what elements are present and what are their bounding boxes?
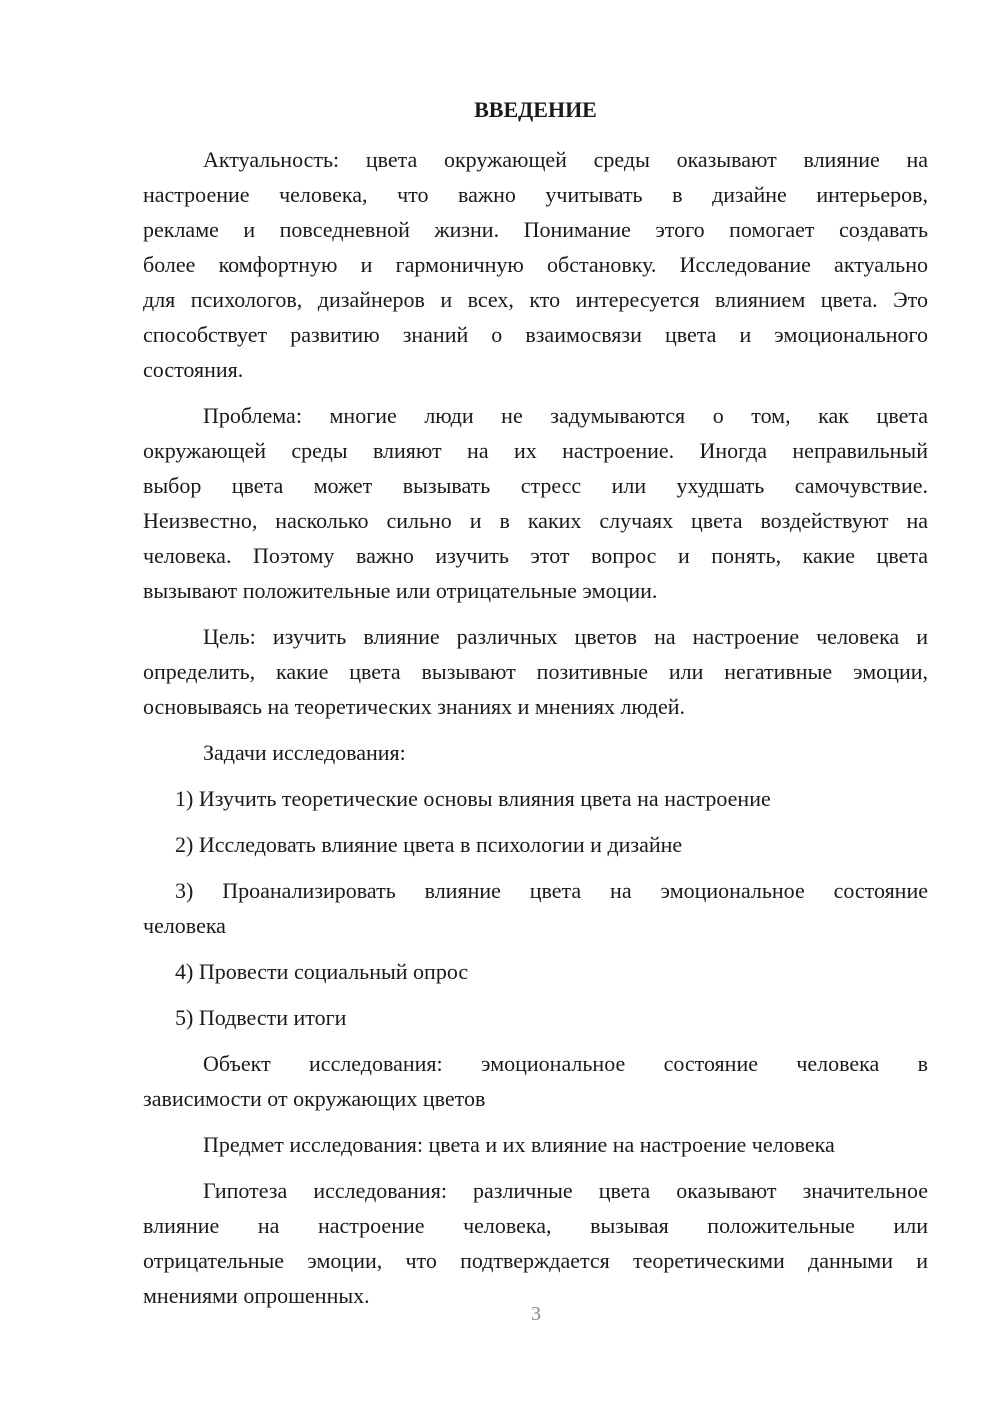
text-line: влияние на настроение человека, вызывая положительные или — [143, 1213, 928, 1238]
text-line: отрицательные эмоции, что подтверждается теоретическими данными и — [143, 1248, 928, 1273]
text-line: 1) Изучить теоретические основы влияния цвета на настроение — [175, 786, 771, 811]
page-number: 3 — [531, 1303, 541, 1325]
task-list-item — [143, 827, 928, 862]
text-line: зависимости от окружающих цветов — [143, 1086, 486, 1111]
text-line: Цель: изучить влияние различных цветов на настроение человека и — [203, 624, 928, 649]
text-line: состояния. — [143, 357, 244, 382]
text-line: основываясь на теоретических знаниях и мнениях людей. — [143, 694, 686, 719]
text-line: Неизвестно, насколько сильно и в каких случаях цвета воздействуют на — [143, 508, 928, 533]
text-line: Задачи исследования: — [203, 740, 406, 765]
document-page — [143, 92, 928, 1324]
text-line: Актуальность: цвета окружающей среды оказывают влияние на — [203, 147, 928, 172]
paragraph — [143, 398, 928, 608]
paragraph — [143, 142, 928, 387]
text-line: 4) Провести социальный опрос — [175, 959, 469, 984]
text-line: Предмет исследования: цвета и их влияние на настроение человека — [203, 1132, 835, 1157]
paragraph — [143, 1173, 928, 1313]
section-heading: ВВЕДЕНИЕ — [474, 97, 597, 122]
text-line: определить, какие цвета вызывают позитивные или негативные эмоции, — [143, 659, 928, 684]
task-list-item — [143, 1000, 928, 1035]
text-line: Гипотеза исследования: различные цвета оказывают значительное — [203, 1178, 928, 1203]
text-line: мнениями опрошенных. — [143, 1283, 370, 1308]
paragraph — [143, 1046, 928, 1116]
text-line: 5) Подвести итоги — [175, 1005, 347, 1030]
text-line: способствует развитию знаний о взаимосвязи цвета и эмоционального — [143, 322, 928, 347]
paragraph — [143, 619, 928, 724]
document-body — [143, 142, 928, 1313]
paragraph — [143, 1127, 928, 1162]
text-line: человека. Поэтому важно изучить этот вопрос и понять, какие цвета — [143, 543, 928, 568]
text-line: вызывают положительные или отрицательные эмоции. — [143, 578, 658, 603]
text-line: более комфортную и гармоничную обстановку. Исследование актуально — [143, 252, 928, 277]
text-line: окружающей среды влияют на их настроение. Иногда неправильный — [143, 438, 928, 463]
text-line: Проблема: многие люди не задумываются о том, как цвета — [203, 403, 928, 428]
paragraph — [143, 735, 928, 770]
task-list-item — [143, 873, 928, 943]
text-line: выбор цвета может вызывать стресс или ухудшать самочувствие. — [143, 473, 928, 498]
task-list-item — [143, 781, 928, 816]
text-line: Объект исследования: эмоциональное состояние человека в — [203, 1051, 928, 1076]
text-line: 3) Проанализировать влияние цвета на эмоциональное состояние — [175, 878, 928, 903]
task-list-item — [143, 954, 928, 989]
text-line: 2) Исследовать влияние цвета в психологии и дизайне — [175, 832, 683, 857]
text-line: для психологов, дизайнеров и всех, кто интересуется влиянием цвета. Это — [143, 287, 928, 312]
text-line: человека — [143, 913, 226, 938]
text-line: рекламе и повседневной жизни. Понимание этого помогает создавать — [143, 217, 928, 242]
text-line: настроение человека, что важно учитывать в дизайне интерьеров, — [143, 182, 928, 207]
